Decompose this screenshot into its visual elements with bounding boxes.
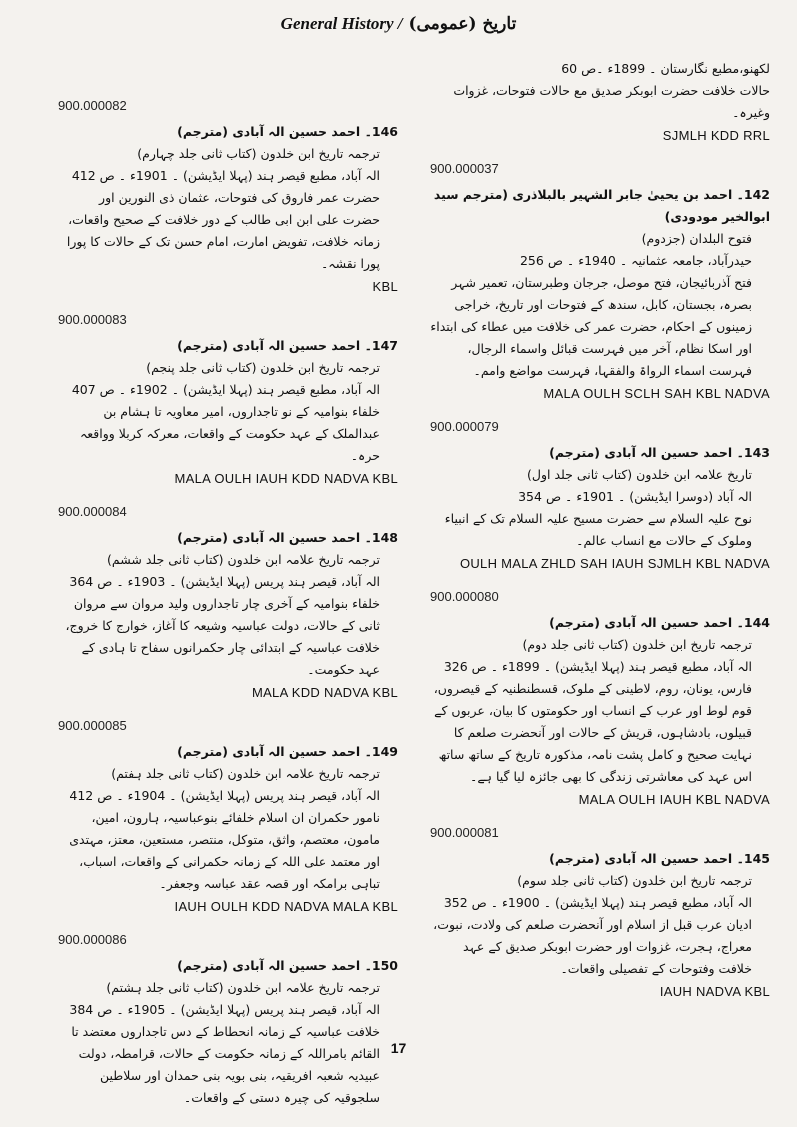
catalog-entry-148: [58, 504, 398, 700]
catalog-entry-143: [430, 419, 770, 571]
entry-line: حیدرآباد، جامعہ عثمانیہ ۔ 1940ء ۔ ص 256: [519, 253, 752, 268]
catalog-entry-142: [430, 161, 770, 401]
catalog-code: 900.000082: [58, 98, 127, 113]
entry-line: ترجمہ تاریخ علامہ ابن خلدون (کتاب ثانی جلد ہفتم): [111, 766, 380, 781]
catalog-code: 900.000084: [58, 504, 127, 519]
entry-line: ترجمہ تاریخ ابن خلدون (کتاب ثانی جلد دوم): [522, 637, 752, 652]
catalog-code: 900.000079: [430, 419, 499, 434]
library-codes: IAUH OULH KDD NADVA MALA KBL: [174, 899, 398, 914]
entry-heading: 146۔ احمد حسین الہ آبادی (مترجم): [177, 124, 398, 139]
entry-line: الہ آباد (دوسرا ایڈیشن) ۔ 1901ء ۔ ص 354: [518, 489, 752, 504]
entry-heading: 144۔ احمد حسین الہ آبادی (مترجم): [549, 615, 770, 630]
library-codes: MALA KDD NADVA KBL: [251, 685, 398, 700]
catalog-code: 900.000081: [430, 825, 499, 840]
entry-line: خلفاء بنوامیہ کے آخری چار تاجداروں ولید مروان سے مروان ثانی کے حالات، دولت عباسیہ وشیعہ کا آغاز، خوارج کا خروج، خلافت عباسیہ کے ابتدائی چار حکمرانوں سفاح تا ہادی کے عہد حکومت۔: [65, 596, 380, 677]
catalog-entry-145: [430, 825, 770, 999]
entry-line: الہ آباد، مطبع قیصر ہند (پہلا ایڈیشن) ۔ 1902ء ۔ ص 407: [71, 382, 380, 397]
entry-line: تاریخ علامہ ابن خلدون (کتاب ثانی جلد اول): [527, 467, 752, 482]
entry-line: حالات خلافت حضرت ابوبکر صدیق مع حالات فتوحات، غزوات وغیرہ۔: [453, 83, 770, 120]
entry-line: ترجمہ تاریخ ابن خلدون (کتاب ثانی جلد چہارم): [137, 146, 380, 161]
entry-line: الہ آباد، مطبع قیصر ہند (پہلا ایڈیشن) ۔ 1901ء ۔ ص 412: [71, 168, 380, 183]
catalog-entry-144: [430, 589, 770, 807]
catalog-code: 900.000083: [58, 312, 127, 327]
entry-line: الہ آباد، قیصر ہند پریس (پہلا ایڈیشن) ۔ 1903ء ۔ ص 364: [69, 574, 380, 589]
header-english: General History /: [280, 14, 403, 33]
header-urdu: تاریخ (عمومی): [408, 14, 517, 34]
page-header: [0, 14, 797, 34]
entry-heading: 142۔ احمد بن یحییٰ جابر الشہیر بالبلاذری (مترجم سید ابوالخیر مودودی): [433, 187, 770, 224]
library-codes: MALA OULH IAUH KBL NADVA: [578, 792, 770, 807]
entry-line: حضرت عمر فاروق کی فتوحات، عثمان ذی النورین اور حضرت علی ابن ابی طالب کے دور خلافت کے صحیح واقعات، زمانہ خلافت، تفویض امارت، امام حسن تک کے حالات کا پورا پورا نقشہ۔: [66, 190, 380, 271]
library-codes: IAUH NADVA KBL: [659, 984, 770, 999]
catalog-code: 900.000037: [430, 161, 499, 176]
catalog-entry-149: [58, 718, 398, 914]
entry-line: ترجمہ تاریخ ابن خلدون (کتاب ثانی جلد پنجم): [146, 360, 380, 375]
right-column: [430, 58, 770, 1017]
page-number: 17: [390, 1040, 407, 1056]
entry-heading: 147۔ احمد حسین الہ آبادی (مترجم): [177, 338, 398, 353]
entry-line: ترجمہ تاریخ علامہ ابن خلدون (کتاب ثانی جلد ہشتم): [106, 980, 380, 995]
entry-line: الہ آباد، قیصر ہند پریس (پہلا ایڈیشن) ۔ 1905ء ۔ ص 384: [69, 1002, 380, 1017]
entry-line: الہ آباد، مطبع قیصر ہند (پہلا ایڈیشن) ۔ 1899ء ۔ ص 326: [443, 659, 752, 674]
entry-line: لکھنو،مطبع نگارستان ۔ 1899ء ۔ص 60: [561, 61, 770, 76]
catalog-code: 900.000086: [58, 932, 127, 947]
library-codes: SJMLH KDD RRL: [662, 128, 770, 143]
entry-heading: 145۔ احمد حسین الہ آبادی (مترجم): [549, 851, 770, 866]
catalog-code: 900.000080: [430, 589, 499, 604]
entry-line: الہ آباد، قیصر ہند پریس (پہلا ایڈیشن) ۔ 1904ء ۔ ص 412: [69, 788, 380, 803]
left-column: [58, 58, 398, 1127]
entry-heading: 150۔ احمد حسین الہ آبادی (مترجم): [177, 958, 398, 973]
entry-heading: 149۔ احمد حسین الہ آبادی (مترجم): [177, 744, 398, 759]
entry-line: ادیان عرب قبل از اسلام اور آنحضرت صلعم کی ولادت، نبوت، معراج، ہجرت، غزوات اور حضرت ابوبکر صدیق کے عہد خلافت وفتوحات کے تفصیلی واقعات۔: [433, 917, 752, 976]
library-codes: MALA OULH SCLH SAH KBL NADVA: [543, 386, 770, 401]
entry-line: الہ آباد، مطبع قیصر ہند (پہلا ایڈیشن) ۔ 1900ء ۔ ص 352: [443, 895, 752, 910]
catalog-entry-147: [58, 312, 398, 486]
entry-line: نامور حکمران ان اسلام خلفائے بنوعباسیہ، ہارون، امین، مامون، معتصم، واثق، متوکل، منتصر، مستعین، معتز، مہتدی اور معتمد علی اللہ کے زمانہ حکمرانی کے واقعات، اسباب، تباہی برامکہ اور قصہ عقد عباسہ وجعفر۔: [69, 810, 380, 891]
entry-heading: 143۔ احمد حسین الہ آبادی (مترجم): [549, 445, 770, 460]
catalog-entry-150: [58, 932, 398, 1109]
entry-line: خلفاء بنوامیہ کے نو تاجداروں، امیر معاویہ تا ہشام بن عبدالملک کے عہد حکومت کے واقعات، معرکہ کربلا وواقعہ حرہ۔: [79, 404, 380, 463]
entry-line: فتح آذربائیجان، فتح موصل، جرجان وطبرستان، تعمیر شہر بصرہ، بجستان، کابل، سندھ کے فتوحات اور تاریخ، خراجی زمینوں کے احکام، حضرت عمر کی خلافت میں عطاء کی ابتداء اور اسکا نظام، آخر میں فہرست قبائل واسماء الرجال، فہرست اسماء الرواۃ والفقہا، فہرست مواضع وامم۔: [430, 275, 752, 378]
library-codes: MALA OULH IAUH KDD NADVA KBL: [174, 471, 398, 486]
library-codes: OULH MALA ZHLD SAH IAUH SJMLH KBL NADVA: [459, 556, 770, 571]
catalog-code: 900.000085: [58, 718, 127, 733]
entry-line: ترجمہ تاریخ ابن خلدون (کتاب ثانی جلد سوم): [517, 873, 752, 888]
catalog-entry-146: [58, 98, 398, 294]
library-codes: KBL: [372, 279, 398, 294]
entry-line: فتوح البلدان (جزدوم): [641, 231, 752, 246]
entry-heading: 148۔ احمد حسین الہ آبادی (مترجم): [177, 530, 398, 545]
continuation-entry: [430, 58, 770, 143]
entry-line: فارس، یونان، روم، لاطینی کے ملوک، قسطنطنیہ کے قیصروں، قوم لوط اور عرب کے انساب اور حکومتوں کا بیان، عربوں کے قبیلوں، بادشاہوں، قریش کے حالات اور آنحضرت صلعم کا نہایت صحیح و کامل پشت نامہ، مذکورہ تاریخ کے ساتھ ساتھ اس عہد کی معاشرتی زندگی کا بھی جائزہ لیا گیا ہے۔: [433, 681, 752, 784]
entry-line: ترجمہ تاریخ علامہ ابن خلدون (کتاب ثانی جلد ششم): [107, 552, 380, 567]
entry-line: نوح علیہ السلام سے حضرت مسیح علیہ السلام تک کے انبیاء وملوک کے حالات مع انساب عالم۔: [444, 511, 752, 548]
entry-line: خلافت عباسیہ کے زمانہ انحطاط کے دس تاجداروں معتضد تا القائم بامراللہ کے زمانہ حکومت کے حالات، قرامطہ، دولت عبیدیہ شعبہ افریقیہ، بنی بویہ بنی حمدان اور سلاطین سلجوقیہ کی چیرہ دستی کے واقعات۔: [71, 1024, 380, 1105]
